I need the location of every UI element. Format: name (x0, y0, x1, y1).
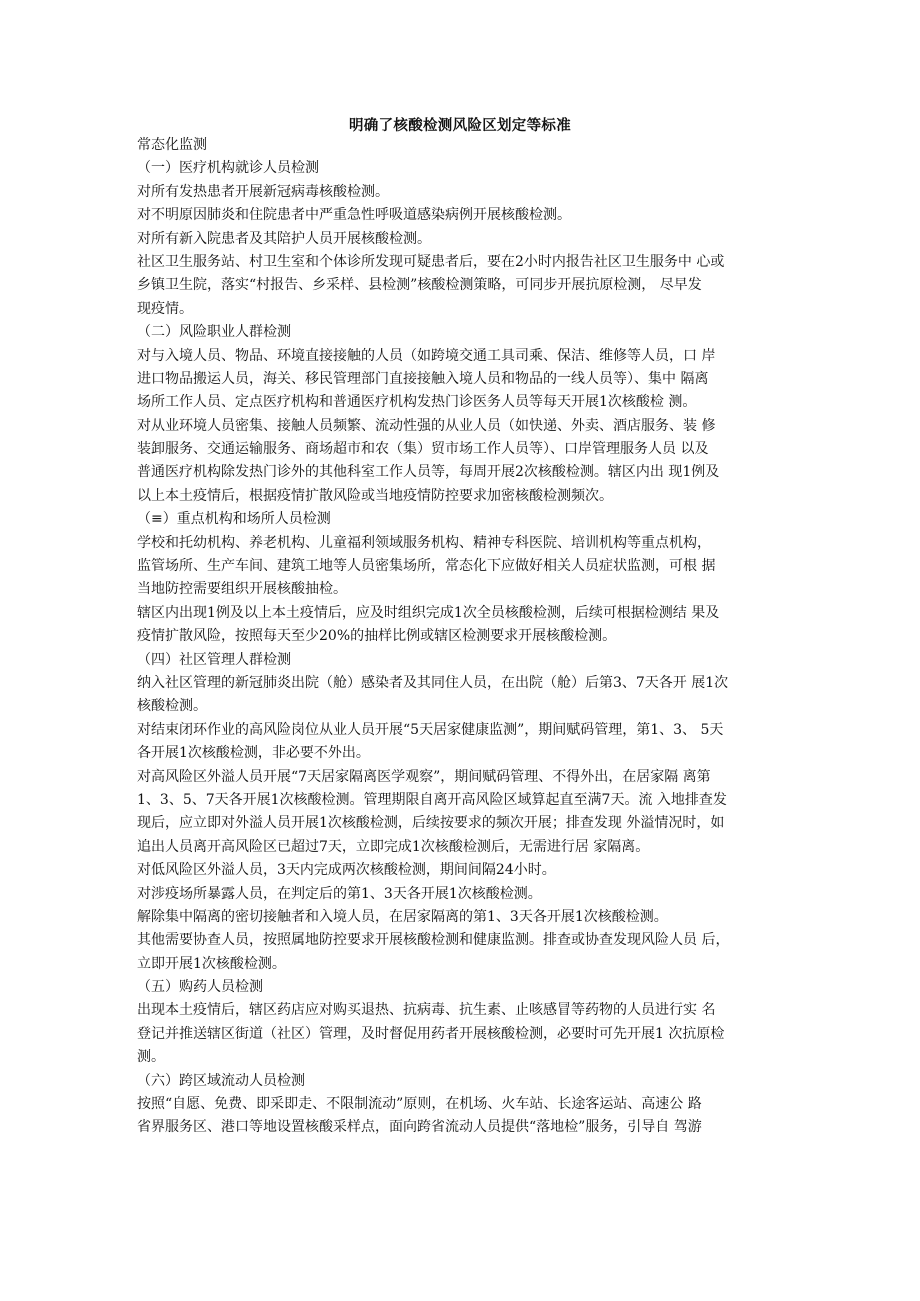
text-line: 省界服务区、港口等地设置核酸采样点，面向跨省流动人员提供“落地检”服务，引导自 驾游 (137, 1119, 702, 1136)
document-body (137, 134, 787, 1140)
text-line: 场所工作人员、定点医疗机构和普通医疗机构发热门诊医务人员等每天开展1次核酸检 测。 (137, 394, 697, 411)
text-line: 常态化监测 (137, 137, 207, 153)
text-line: 登记并推送辖区街道（社区）管理，及时督促用药者开展核酸检测，必要时可先开展1 次抗原检 (137, 1025, 725, 1042)
text-line: （六）跨区域流动人员检测 (137, 1072, 305, 1089)
text-line: 学校和托幼机构、养老机构、儿童福利领域服务机构、精神专科医院、培训机构等重点机构， (137, 534, 711, 551)
text-line: 出现本土疫情后，辖区药店应对购买退热、抗病毒、抗生素、止咳感冒等药物的人员进行实 名 (137, 1002, 716, 1019)
text-line: 对不明原因肺炎和住院患者中严重急性呼吸道感染病例开展核酸检测。 (137, 207, 571, 224)
text-line: 社区卫生服务站、村卫生室和个体诊所发现可疑患者后，要在2小时内报告社区卫生服务中 心或 (137, 253, 725, 270)
text-line: 1、3、5、7天各开展1次核酸检测。管理期限自离开高风险区域算起直至满7天。流 入地排查发 (137, 791, 727, 808)
text-line: 测。 (137, 1049, 165, 1066)
text-line: （二）风险职业人群检测 (137, 324, 291, 341)
text-line: 按照“自愿、免费、即采即走、不限制流动”原则，在机场、火车站、长途客运站、高速公 路 (137, 1096, 702, 1113)
text-line: 对结束闭环作业的高风险岗位从业人员开展“5天居家健康监测”，期间赋码管理，第1、3、 5天 (137, 721, 724, 738)
text-line: 核酸检测。 (137, 698, 207, 715)
text-line: 其他需要协查人员，按照属地防控要求开展核酸检测和健康监测。排查或协查发现风险人员 后， (137, 932, 730, 949)
text-line: （四）社区管理人群检测 (137, 651, 291, 668)
text-line: 辖区内出现1例及以上本土疫情后，应及时组织完成1次全员核酸检测，后续可根据检测结 果及 (137, 604, 720, 621)
text-line: （一）医疗机构就诊人员检测 (137, 160, 319, 177)
text-line: 纳入社区管理的新冠肺炎出院（舱）感染者及其同住人员，在出院（舱）后第3、7天各开 展1次 (137, 674, 729, 691)
text-line: （≡）重点机构和场所人员检测 (137, 511, 331, 528)
text-line: 对所有发热患者开展新冠病毒核酸检测。 (137, 183, 389, 200)
text-line: 装卸服务、交通运输服务、商场超市和农（集）贸市场工作人员等）、口岸管理服务人员 以及 (137, 441, 709, 458)
text-line: 对高风险区外溢人员开展“7天居家隔离医学观察”，期间赋码管理、不得外出，在居家隔 离第 (137, 768, 711, 785)
document-title: 明确了核酸检测风险区划定等标准 (349, 118, 571, 134)
text-line: 当地防控需要组织开展核酸抽检。 (137, 581, 347, 598)
text-line: 现后，应立即对外溢人员开展1次核酸检测，后续按要求的频次开展；排查发现 外溢情况时，如 (137, 815, 725, 832)
text-line: 现疫情。 (137, 300, 193, 317)
text-line: 立即开展1次核酸检测。 (137, 955, 286, 972)
text-line: 疫情扩散风险，按照每天至少20%的抽样比例或辖区检测要求开展核酸检测。 (137, 628, 617, 645)
text-line: 以上本土疫情后，根据疫情扩散风险或当地疫情防控要求加密核酸检测频次。 (137, 487, 613, 504)
text-line: 各开展1次核酸检测，非必要不外出。 (137, 745, 370, 762)
text-line: 对与入境人员、物品、环境直接接触的人员（如跨境交通工具司乘、保洁、维修等人员，口 岸 (137, 347, 716, 364)
text-line: 进口物品搬运人员，海关、移民管理部门直接接触入境人员和物品的一线人员等）、集中 隔离 (137, 370, 709, 387)
text-line: 对低风险区外溢人员，3天内完成两次核酸检测，期间间隔24小时。 (137, 862, 556, 879)
text-line: 普通医疗机构除发热门诊外的其他科室工作人员等，每周开展2次核酸检测。辖区内出 现1例及 (137, 464, 720, 481)
text-line: （五）购药人员检测 (137, 979, 263, 996)
text-line: 对从业环境人员密集、接触人员频繁、流动性强的从业人员（如快递、外卖、酒店服务、装 修 (137, 417, 716, 434)
text-line: 对所有新入院患者及其陪护人员开展核酸检测。 (137, 230, 431, 247)
text-line: 解除集中隔离的密切接触者和入境人员，在居家隔离的第1、3天各开展1次核酸检测。 (137, 908, 668, 925)
text-line: 监管场所、生产车间、建筑工地等人员密集场所，常态化下应做好相关人员症状监测，可根 据 (137, 558, 716, 575)
text-line: 对涉疫场所暴露人员，在判定后的第1、3天各开展1次核酸检测。 (137, 885, 542, 902)
text-line: 乡镇卫生院，落实“村报告、乡采样、县检测”核酸检测策略，可同步开展抗原检测， 尽早发 (137, 277, 702, 294)
text-line: 追出人员离开高风险区已超过7天，立即完成1次核酸检测后，无需进行居 家隔离。 (137, 838, 650, 855)
